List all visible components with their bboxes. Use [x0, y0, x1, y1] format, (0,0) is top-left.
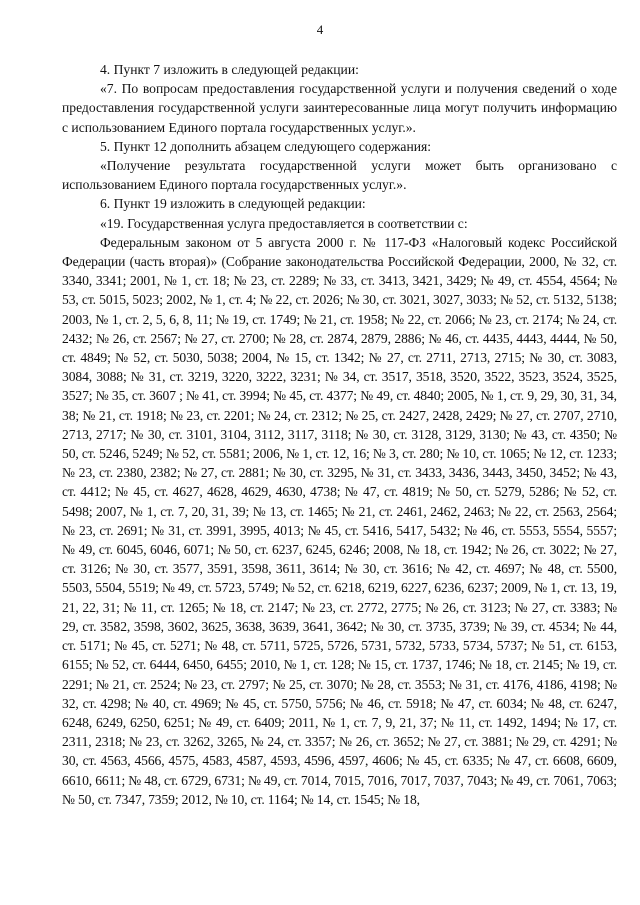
- paragraph-tax-code-references: Федеральным законом от 5 августа 2000 г. № 117-ФЗ «Налоговый кодекс Российской Федерации (часть вторая)» (Собрание законодательства Российской Федерации, 2000, № 32, ст. 3340, 3341; 2001, № 1, ст. 18; № 23, ст. 2289; № 33, ст. 3413, 3421, 3429; № 49, ст. 4554, 4564; № 53, ст. 5015, 5023; 2002, № 1, ст. 4; № 22, ст. 2026; № 30, ст. 3021, 3027, 3033; № 52, ст. 5132, 5138; 2003, № 1, ст. 2, 5, 6, 8, 11; № 19, ст. 1749; № 21, ст. 1958; № 22, ст. 2066; № 23, ст. 2174; № 24, ст. 2432; № 26, ст. 2567; № 27, ст. 2700; № 28, ст. 2874, 2879, 2886; № 46, ст. 4435, 4443, 4444, № 50, ст. 4849; № 52, ст. 5030, 5038; 2004, № 15, ст. 1342; № 27, ст. 2711, 2713, 2715; № 30, ст. 3083, 3084, 3088; № 31, ст. 3219, 3220, 3222, 3231; № 34, ст. 3517, 3518, 3520, 3522, 3523, 3524, 3525, 3527; № 35, ст. 3607 ; № 41, ст. 3994; № 45, ст. 4377; № 49, ст. 4840; 2005, № 1, ст. 9, 29, 30, 31, 34, 38; № 21, ст. 1918; № 23, ст. 2201; № 24, ст. 2312; № 25, ст. 2427, 2428, 2429; № 27, ст. 2707, 2710, 2713, 2717; № 30, ст. 3101, 3104, 3112, 3117, 3118; № 30, ст. 3128, 3129, 3130; № 43, ст. 4350; № 50, ст. 5246, 5249; № 52, ст. 5581; 2006, № 1, ст. 12, 16; № 3, ст. 280; № 10, ст. 1065; № 12, ст. 1233; № 23, ст. 2380, 2382; № 27, ст. 2881; № 30, ст. 3295, № 31, ст. 3433, 3436, 3443, 3450, 3452; № 43, ст. 4412; № 45, ст. 4627, 4628, 4629, 4630, 4738; № 47, ст. 4819; № 50, ст. 5279, 5286; № 52, ст. 5498; 2007, № 1, ст. 7, 20, 31, 39; № 13, ст. 1465; № 21, ст. 2461, 2462, 2463; № 22, ст. 2563, 2564; № 23, ст. 2691; № 31, ст. 3991, 3995, 4013; № 45, ст. 5416, 5417, 5432; № 46, ст. 5553, 5554, 5557; № 49, ст. 6045, 6046, 6071; № 50, ст. 6237, 6245, 6246; 2008, № 18, ст. 1942; № 26, ст. 3022; № 27, ст. 3126; № 30, ст. 3577, 3591, 3598, 3611, 3614; № 30, ст. 3616; № 42, ст. 4697; № 48, ст. 5500, 5503, 5504, 5519; № 49, ст. 5723, 5749; № 52, ст. 6218, 6219, 6227, 6236, 6237; 2009, № 1, ст. 13, 19, 21, 22, 31; № 11, ст. 1265; № 18, ст. 2147; № 23, ст. 2772, 2775; № 26, ст. 3123; № 27, ст. 3383; № 29, ст. 3582, 3598, 3602, 3625, 3638, 3639, 3641, 3642; № 30, ст. 3735, 3739; № 39, ст. 4534; № 44, ст. 5171; № 45, ст. 5271; № 48, ст. 5711, 5725, 5726, 5731, 5732, 5733, 5734, 5737; № 51, ст. 6153, 6155; № 52, ст. 6444, 6450, 6455; 2010, № 1, ст. 128; № 15, ст. 1737, 1746; № 18, ст. 2145; № 19, ст. 2291; № 21, ст. 2524; № 23, ст. 2797; № 25, ст. 3070; № 28, ст. 3553; № 31, ст. 4176, 4186, 4198; № 32, ст. 4298; № 40, ст. 4969; № 45, ст. 5750, 5756; № 46, ст. 5918; № 47, ст. 6034; № 48, ст. 6247, 6248, 6249, 6250, 6251; № 49, ст. 6409; 2011, № 1, ст. 7, 9, 21, 37; № 11, ст. 1492, 1494; № 17, ст. 2311, 2318; № 23, ст. 3262, 3265, № 24, ст. 3357; № 26, ст. 3652; № 27, ст. 3881; № 29, ст. 4291; № 30, ст. 4563, 4566, 4575, 4583, 4587, 4593, 4596, 4597, 4606; № 45, ст. 6335; № 47, ст. 6608, 6609, 6610, 6611; № 48, ст. 6729, 6731; № 49, ст. 7014, 7015, 7016, 7017, 7037, 7043; № 49, ст. 7061, 7063; № 50, ст. 7347, 7359; 2012, № 10, ст. 1164; № 14, ст. 1545; № 18,: [62, 234, 617, 807]
- paragraph-item-7-text: «7. По вопросам предоставления государственной услуги и получения сведений о ходе предоставления государственной услуги заинтересованные лица могут получить информацию с использованием Единого портала государственных услуг.».: [62, 81, 617, 135]
- document-body: [62, 60, 617, 809]
- paragraph-item-4: 4. Пункт 7 изложить в следующей редакции:: [100, 62, 359, 77]
- paragraph-item-6: 6. Пункт 19 изложить в следующей редакции:: [100, 196, 366, 212]
- paragraph-item-19-intro: «19. Государственная услуга предоставляется в соответствии с:: [100, 215, 468, 231]
- paragraph-item-12-addition: «Получение результата государственной услуги может быть организовано с использованием Единого портала государственных услуг.».: [62, 158, 617, 193]
- page-number: 4: [316, 22, 324, 37]
- paragraph-item-5: 5. Пункт 12 дополнить абзацем следующего содержания:: [100, 138, 432, 154]
